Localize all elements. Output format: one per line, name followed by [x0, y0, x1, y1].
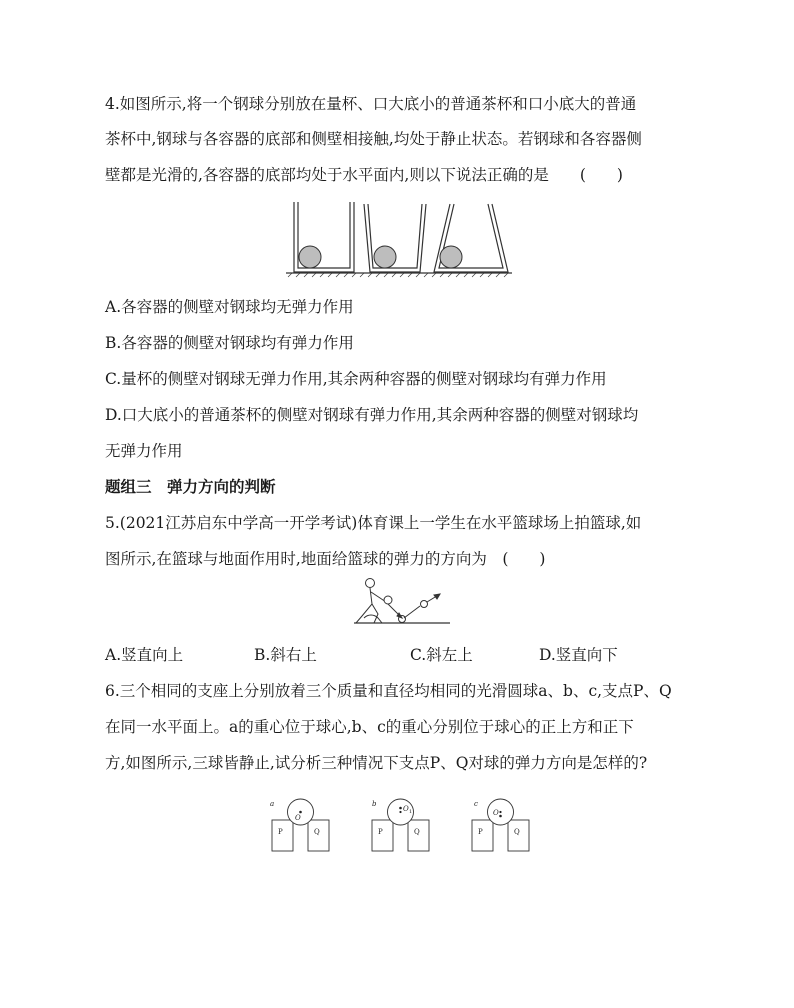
q6-center-b-sub: 1	[409, 809, 413, 815]
q6-center-a: O	[295, 814, 301, 822]
q6-figure	[268, 796, 528, 856]
q6-line2: 在同一水平面上。a的重心位于球心,b、c的重心分别位于球心的正上方和正下	[105, 718, 634, 736]
section-title: 题组三 弹力方向的判断	[105, 478, 276, 496]
q4-line2: 茶杯中,钢球与各容器的底部和侧壁相接触,均处于静止状态。若钢球和各容器侧	[105, 130, 642, 148]
q5-line2: 图所示,在篮球与地面作用时,地面给篮球的弹力的方向为 ( )	[105, 550, 546, 568]
q6-support-left-a: P	[278, 828, 283, 836]
q6-support-left-c: P	[478, 828, 483, 836]
q4-line3: 壁都是光滑的,各容器的底部均处于水平面内,则以下说法正确的是 ( )	[105, 166, 623, 184]
q4-line1: 4.如图所示,将一个钢球分别放在量杯、口大底小的普通茶杯和口小底大的普通	[105, 95, 637, 113]
q6-label-a: a	[270, 800, 275, 808]
q5-figure	[352, 578, 452, 628]
q4-figure	[284, 200, 514, 280]
q5-option-a: A.竖直向上	[105, 646, 184, 664]
q6-line1: 6.三个相同的支座上分别放着三个质量和直径均相同的光滑圆球a、b、c,支点P、Q	[105, 682, 672, 700]
q6-support-right-b: Q	[414, 828, 420, 836]
q6-label-b: b	[372, 800, 377, 808]
q6-center-b: O	[403, 805, 409, 813]
q6-label-c: c	[474, 800, 478, 808]
q4-option-d-line1: D.口大底小的普通茶杯的侧壁对钢球有弹力作用,其余两种容器的侧壁对钢球均	[105, 406, 639, 424]
q5-line1: 5.(2021江苏启东中学高一开学考试)体育课上一学生在水平篮球场上拍篮球,如	[105, 514, 642, 532]
q5-option-c: C.斜左上	[410, 646, 473, 664]
q6-support-left-b: P	[378, 828, 383, 836]
q6-support-right-a: Q	[314, 828, 320, 836]
q4-option-c: C.量杯的侧壁对钢球无弹力作用,其余两种容器的侧壁对钢球均有弹力作用	[105, 370, 607, 388]
q4-option-b: B.各容器的侧壁对钢球均有弹力作用	[105, 334, 354, 352]
q5-option-b: B.斜右上	[254, 646, 317, 664]
q4-option-d-line2: 无弹力作用	[105, 442, 183, 460]
q6-support-right-c: Q	[514, 828, 520, 836]
q5-option-d: D.竖直向下	[539, 646, 618, 664]
q6-center-c: O	[493, 809, 499, 817]
q6-line3: 方,如图所示,三球皆静止,试分析三种情况下支点P、Q对球的弹力方向是怎样的?	[105, 754, 648, 772]
q4-option-a: A.各容器的侧壁对钢球均无弹力作用	[105, 298, 354, 316]
